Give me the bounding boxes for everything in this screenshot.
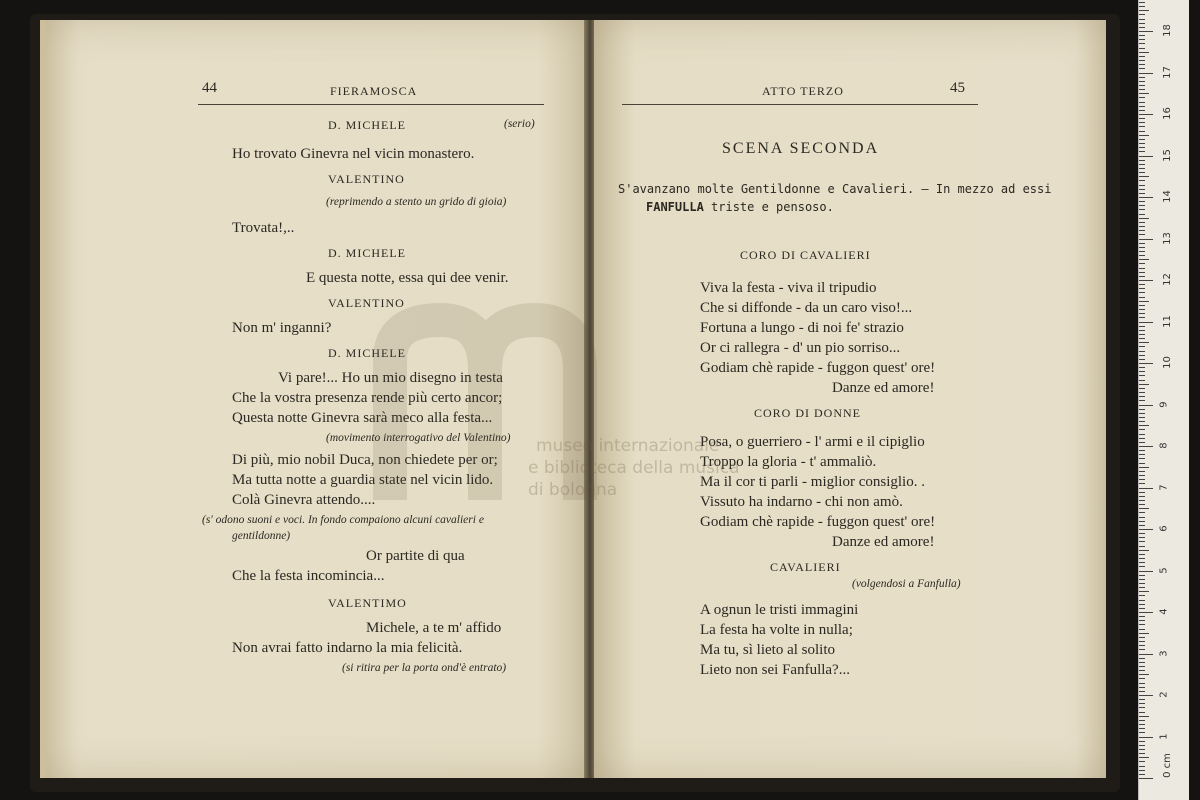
ruler-tick [1139,521,1145,522]
ruler-tick [1139,541,1145,542]
ruler-tick [1139,180,1145,181]
ruler-tick [1139,272,1145,273]
ruler-tick [1139,251,1145,252]
ruler-tick [1139,488,1153,489]
ruler-tick [1139,151,1145,152]
ruler-tick [1139,313,1145,314]
ruler-tick [1139,566,1145,567]
ruler-tick [1139,322,1153,323]
character-name: FANFULLA [646,200,704,214]
speaker-label: D. MICHELE [328,246,406,260]
ruler-tick [1139,64,1145,65]
ruler-tick [1139,147,1145,148]
ruler-tick [1139,201,1145,202]
ruler-number: 16 [1161,107,1173,120]
scene-description: S'avanzano molte Gentildonne e Cavalieri. — In mezzo ad essi [618,182,1052,196]
ruler-tick [1139,156,1153,157]
ruler-tick [1139,741,1145,742]
ruler-tick [1139,612,1153,613]
ruler-tick [1139,712,1145,713]
ruler-tick [1139,197,1153,198]
ruler-tick [1139,421,1145,422]
ruler-tick [1139,687,1145,688]
stage-direction: (si ritira per la porta ond'è entrato) [342,662,507,674]
ruler-number: 5 [1158,566,1170,574]
ruler-tick [1139,703,1145,704]
scene-title: SCENA SECONDA [722,140,880,157]
ruler-tick [1139,6,1145,7]
speaker-label: CAVALIERI [770,560,841,574]
stage-direction: (movimento interrogativo del Valentino) [326,432,511,444]
ruler-tick [1139,753,1145,754]
ruler-unit-label: 0 cm [1161,753,1173,778]
ruler-number: 14 [1161,190,1173,203]
ruler-tick [1139,139,1145,140]
right-page [594,20,1106,778]
ruler-tick [1139,193,1145,194]
ruler-tick [1139,284,1145,285]
ruler-tick [1139,587,1145,588]
ruler-tick [1139,533,1145,534]
ruler-tick [1139,135,1149,136]
ruler-tick [1139,558,1145,559]
ruler-tick [1139,27,1145,28]
ruler-number: 10 [1161,356,1173,369]
ruler-tick [1139,434,1145,435]
ruler-tick [1139,757,1149,758]
ruler-tick [1139,591,1149,592]
ruler-tick [1139,392,1145,393]
ruler-tick [1139,226,1145,227]
ruler-tick [1139,56,1145,57]
ruler-tick [1139,114,1153,115]
ruler-tick [1139,23,1145,24]
verse-line: Ma il cor ti parli - miglior consiglio. . [700,474,925,490]
ruler-tick [1139,185,1145,186]
ruler-tick [1139,595,1145,596]
verse-line: Trovata!,.. [232,220,295,236]
verse-line: Troppo la gloria - t' ammaliò. [700,454,877,470]
ruler-tick [1139,346,1145,347]
ruler-tick [1139,143,1145,144]
ruler-tick [1139,14,1145,15]
ruler-tick [1139,658,1145,659]
ruler-tick [1139,670,1145,671]
ruler-tick [1139,666,1145,667]
ruler-tick [1139,720,1145,721]
ruler-tick [1139,209,1145,210]
ruler-tick [1139,583,1145,584]
ruler-tick [1139,81,1145,82]
ruler-tick [1139,562,1145,563]
ruler-tick [1139,160,1145,161]
verse-line: Di più, mio nobil Duca, non chiedete per or; [232,452,498,468]
ruler-tick [1139,571,1153,572]
ruler-tick [1139,263,1145,264]
ruler-tick [1139,446,1153,447]
ruler-tick [1139,467,1149,468]
ruler-tick [1139,301,1149,302]
ruler-tick [1139,396,1145,397]
verse-line: A ognun le tristi immagini [700,602,859,618]
ruler-tick [1139,492,1145,493]
ruler-tick [1139,695,1153,696]
ruler-tick [1139,48,1145,49]
ruler-tick [1139,450,1145,451]
ruler-tick [1139,359,1145,360]
ruler-number: 8 [1158,442,1170,449]
ruler-number: 1 [1158,732,1170,740]
verse-line: Che la vostra presenza rende più certo ancor; [232,390,503,406]
ruler-tick [1139,77,1145,78]
ruler-tick [1139,504,1145,505]
ruler-tick [1139,512,1145,513]
ruler-tick [1139,620,1145,621]
stage-direction: gentildonne) [232,530,291,542]
ruler-tick [1139,375,1145,376]
ruler-tick [1139,85,1145,86]
ruler-tick [1139,409,1145,410]
ruler-tick [1139,297,1145,298]
ruler-tick [1139,579,1145,580]
ruler-tick [1139,176,1149,177]
ruler-tick [1139,351,1145,352]
ruler-tick [1139,43,1145,44]
ruler-tick [1139,326,1145,327]
ruler-tick [1139,222,1145,223]
ruler-tick [1139,678,1145,679]
ruler-tick [1139,745,1145,746]
ruler-tick [1139,483,1145,484]
ruler-tick [1139,106,1145,107]
verse-line: Lieto non sei Fanfulla?... [700,662,850,678]
verse-line: Danze ed amore! [832,534,935,550]
ruler-tick [1139,122,1145,123]
verse-line: Che si diffonde - da un caro viso!... [700,300,913,316]
ruler-tick [1139,205,1145,206]
ruler-tick [1139,384,1149,385]
verse-line: Godiam chè rapide - fuggon quest' ore! [700,360,936,376]
ruler-tick [1139,126,1145,127]
ruler-tick [1139,380,1145,381]
ruler-tick [1139,309,1145,310]
ruler-tick [1139,691,1145,692]
ruler-tick [1139,189,1145,190]
ruler-tick [1139,645,1145,646]
chorus-heading: CORO DI CAVALIERI [740,248,871,262]
ruler-tick [1139,118,1145,119]
ruler-tick [1139,761,1145,762]
ruler-tick [1139,429,1145,430]
ruler-tick [1139,774,1145,775]
ruler-tick [1139,363,1153,364]
ruler-tick [1139,629,1145,630]
header-rule [622,104,978,105]
ruler-tick [1139,97,1145,98]
ruler-tick [1139,31,1153,32]
ruler-tick [1139,367,1145,368]
ruler-tick [1139,479,1145,480]
ruler-number: 17 [1161,65,1173,79]
verse-line: Michele, a te m' affido [366,620,502,636]
ruler-tick [1139,280,1153,281]
verse-line: Che la festa incomincia... [232,568,385,584]
ruler-tick [1139,388,1145,389]
ruler-tick [1139,707,1145,708]
ruler-tick [1139,355,1145,356]
ruler-tick [1139,2,1145,3]
ruler-tick [1139,716,1149,717]
ruler-tick [1139,259,1149,260]
ruler-tick [1139,93,1149,94]
chorus-heading: CORO DI DONNE [754,406,861,420]
ruler-number: 3 [1158,649,1170,657]
ruler-number: 15 [1161,148,1173,162]
ruler-tick [1139,52,1149,53]
ruler-tick [1139,239,1153,240]
ruler-tick [1139,60,1145,61]
stage-direction: (serio) [504,118,535,130]
page-number: 44 [202,80,217,96]
ruler-tick [1139,268,1145,269]
ruler-tick [1139,73,1153,74]
ruler-tick [1139,317,1145,318]
ruler-tick [1139,400,1145,401]
running-head: FIERAMOSCA [330,84,418,98]
speaker-label: D. MICHELE [328,118,406,132]
ruler-tick [1139,19,1145,20]
ruler-tick [1139,683,1145,684]
ruler-number: 18 [1161,24,1173,37]
ruler-tick [1139,546,1145,547]
page-number: 45 [950,80,965,96]
ruler-tick [1139,454,1145,455]
ruler-tick [1139,525,1145,526]
ruler-tick [1139,770,1145,771]
ruler-tick [1139,442,1145,443]
verse-line: Non m' inganni? [232,320,332,336]
ruler-tick [1139,371,1145,372]
stage-direction: (volgendosi a Fanfulla) [852,578,961,590]
ruler-tick [1139,338,1145,339]
watermark-text: di bologna [528,480,618,500]
verse-line: Non avrai fatto indarno la mia felicità. [232,640,463,656]
verse-line: La festa ha volte in nulla; [700,622,853,638]
scene-description-2 [646,200,834,214]
ruler-tick [1139,164,1145,165]
ruler-tick [1139,475,1145,476]
verse-line: Or partite di qua [366,548,465,564]
ruler-tick [1139,724,1145,725]
ruler-tick [1139,550,1149,551]
verse-line: Vi pare!... Ho un mio disegno in testa [278,370,503,386]
ruler-tick [1139,10,1149,11]
ruler-tick [1139,749,1145,750]
ruler-tick [1139,496,1145,497]
ruler-tick [1139,330,1145,331]
watermark-text: e biblioteca della musica [528,458,740,478]
verse-line: Ma tutta notte a guardia state nel vicin lido. [232,472,494,488]
ruler-tick [1139,425,1149,426]
ruler-tick [1139,554,1145,555]
ruler-tick [1139,68,1145,69]
ruler-tick [1139,292,1145,293]
ruler-tick [1139,39,1145,40]
ruler-tick [1139,778,1153,779]
ruler-tick [1139,662,1145,663]
ruler-number: 11 [1161,314,1173,328]
ruler-tick [1139,168,1145,169]
ruler-tick [1139,413,1145,414]
speaker-label: D. MICHELE [328,346,406,360]
ruler-tick [1139,276,1145,277]
ruler-tick [1139,766,1145,767]
ruler-tick [1139,288,1145,289]
verse-line: Danze ed amore! [832,380,935,396]
ruler-tick [1139,737,1153,738]
description-tail: triste e pensoso. [711,200,834,214]
ruler-tick [1139,247,1145,248]
verse-line: Colà Ginevra attendo.... [232,492,376,508]
ruler-number: 4 [1158,608,1170,615]
ruler-number: 2 [1158,691,1170,698]
ruler-tick [1139,334,1145,335]
ruler-tick [1139,641,1145,642]
ruler-tick [1139,608,1145,609]
ruler-tick [1139,637,1145,638]
speaker-label: VALENTINO [328,172,405,186]
ruler-tick [1139,438,1145,439]
ruler-tick [1139,102,1145,103]
verse-line: Posa, o guerriero - l' armi e il cipiglio [700,434,925,450]
measurement-ruler [1138,0,1189,800]
ruler-tick [1139,342,1149,343]
ruler-tick [1139,500,1145,501]
ruler-tick [1139,417,1145,418]
ruler-tick [1139,728,1145,729]
ruler-tick [1139,649,1145,650]
ruler-tick [1139,624,1145,625]
running-head: ATTO TERZO [762,84,844,98]
ruler-tick [1139,604,1145,605]
ruler-tick [1139,110,1145,111]
ruler-tick [1139,234,1145,235]
ruler-tick [1139,255,1145,256]
verse-line: Ma tu, sì lieto al solito [700,642,835,658]
header-rule [198,104,544,105]
stage-direction: (reprimendo a stento un grido di gioia) [326,196,507,208]
ruler-tick [1139,243,1145,244]
ruler-tick [1139,517,1145,518]
verse-line: Ho trovato Ginevra nel vicin monastero. [232,146,475,162]
verse-line: Godiam chè rapide - fuggon quest' ore! [700,514,936,530]
ruler-tick [1139,131,1145,132]
ruler-tick [1139,405,1153,406]
ruler-tick [1139,654,1153,655]
ruler-number: 6 [1158,525,1170,532]
verse-line: E questa notte, essa qui dee venir. [306,270,509,286]
ruler-tick [1139,699,1145,700]
ruler-tick [1139,508,1149,509]
ruler-tick [1139,35,1145,36]
ruler-tick [1139,616,1145,617]
ruler-number: 12 [1161,273,1173,286]
verse-line: Or ci rallegra - d' un pio sorriso... [700,340,901,356]
speaker-label: VALENTIMO [328,596,407,610]
ruler-tick [1139,575,1145,576]
ruler-tick [1139,458,1145,459]
ruler-tick [1139,674,1149,675]
ruler-tick [1139,537,1145,538]
ruler-tick [1139,89,1145,90]
ruler-tick [1139,600,1145,601]
ruler-tick [1139,305,1145,306]
ruler-tick [1139,214,1145,215]
speaker-label: VALENTINO [328,296,405,310]
watermark-text: museo internazionale [536,436,720,456]
ruler-tick [1139,218,1149,219]
ruler-number: 9 [1158,400,1170,408]
ruler-tick [1139,463,1145,464]
verse-line: Fortuna a lungo - di noi fe' strazio [700,320,904,336]
verse-line: Questa notte Ginevra sarà meco alla festa... [232,410,493,426]
ruler-number: 13 [1161,231,1173,245]
verse-line: Vissuto ha indarno - chi non amò. [700,494,903,510]
ruler-tick [1139,172,1145,173]
ruler-tick [1139,633,1149,634]
ruler-tick [1139,230,1145,231]
ruler-tick [1139,529,1153,530]
stage-direction: (s' odono suoni e voci. In fondo compaiono alcuni cavalieri e [202,514,484,526]
ruler-tick [1139,732,1145,733]
verse-line: Viva la festa - viva il tripudio [700,280,877,296]
ruler-tick [1139,471,1145,472]
ruler-number: 7 [1158,483,1170,491]
